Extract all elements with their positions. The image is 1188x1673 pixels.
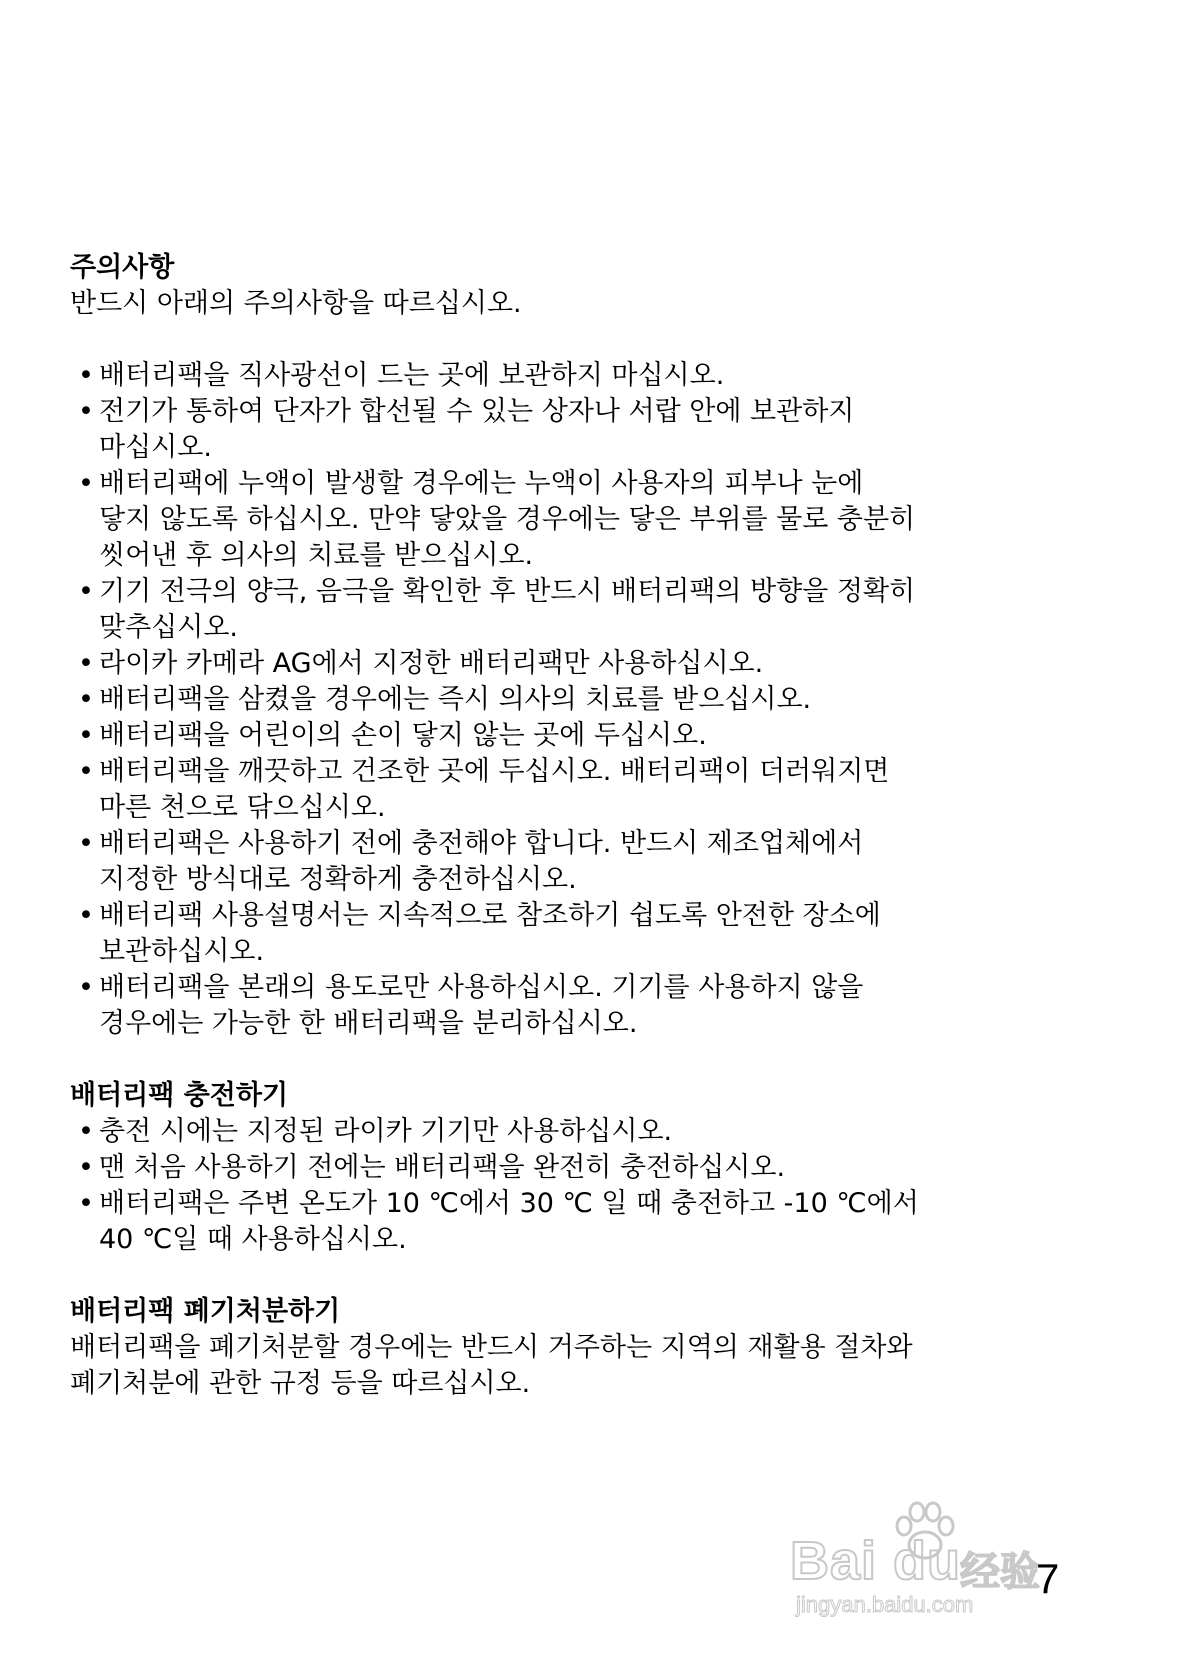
precautions-intro: 반드시 아래의 주의사항을 따르십시오. (70, 288, 522, 319)
list-item: • 배터리팩은 주변 온도가 10 ℃에서 30 ℃ 일 때 충전하고 -10 ℃에서 40 ℃일 때 사용하십시오. (70, 1186, 1130, 1258)
disposal-heading: 배터리팩 폐기처분하기 (70, 1296, 341, 1327)
spacer (70, 322, 1130, 358)
list-item: • 라이카 카메라 AG에서 지정한 배터리팩만 사용하십시오. (70, 646, 1130, 682)
list-item: • 배터리팩을 삼켰을 경우에는 즉시 의사의 치료를 받으십시오. (70, 682, 1130, 718)
list-item: • 배터리팩을 어린이의 손이 닿지 않는 곳에 두십시오. (70, 718, 1130, 754)
watermark-url: jingyan.baidu.com (796, 1592, 974, 1617)
list-item: • 배터리팩에 누액이 발생할 경우에는 누액이 사용자의 피부나 눈에 닿지 않도록 하십시오. 만약 닿았을 경우에는 닿은 부위를 물로 충분히 씻어낸 후 의사의 치료를 받으십시오. (70, 466, 1130, 574)
watermark-brand-cn: 经验 (960, 1549, 1040, 1595)
precautions-list (70, 358, 1130, 1042)
list-item: • 배터리팩을 깨끗하고 건조한 곳에 두십시오. 배터리팩이 더러워지면 마른 천으로 닦으십시오. (70, 754, 1130, 826)
document-body (70, 250, 1130, 1402)
charging-heading: 배터리팩 충전하기 (70, 1080, 289, 1111)
list-item: • 배터리팩을 본래의 용도로만 사용하십시오. 기기를 사용하지 않을 경우에는 가능한 한 배터리팩을 분리하십시오. (70, 970, 1130, 1042)
watermark-brand: Bai du (790, 1531, 962, 1591)
page-number: 7 (1036, 1555, 1060, 1602)
spacer (70, 1258, 1130, 1294)
precautions-heading: 주의사항 (70, 252, 175, 283)
list-item: • 충전 시에는 지정된 라이카 기기만 사용하십시오. (70, 1114, 1130, 1150)
charging-list (70, 1114, 1130, 1258)
baidu-watermark (790, 1500, 1120, 1620)
list-item: • 배터리팩을 직사광선이 드는 곳에 보관하지 마십시오. (70, 358, 1130, 394)
list-item: • 맨 처음 사용하기 전에는 배터리팩을 완전히 충전하십시오. (70, 1150, 1130, 1186)
list-item: • 전기가 통하여 단자가 합선될 수 있는 상자나 서랍 안에 보관하지 마십시오. (70, 394, 1130, 466)
spacer (70, 1042, 1130, 1078)
list-item: • 배터리팩은 사용하기 전에 충전해야 합니다. 반드시 제조업체에서 지정한 방식대로 정확하게 충전하십시오. (70, 826, 1130, 898)
disposal-text: 배터리팩을 폐기처분할 경우에는 반드시 거주하는 지역의 재활용 절차와 폐기처분에 관한 규정 등을 따르십시오. (70, 1332, 913, 1399)
list-item: • 기기 전극의 양극, 음극을 확인한 후 반드시 배터리팩의 방향을 정확히 맞추십시오. (70, 574, 1130, 646)
list-item: • 배터리팩 사용설명서는 지속적으로 참조하기 쉽도록 안전한 장소에 보관하십시오. (70, 898, 1130, 970)
